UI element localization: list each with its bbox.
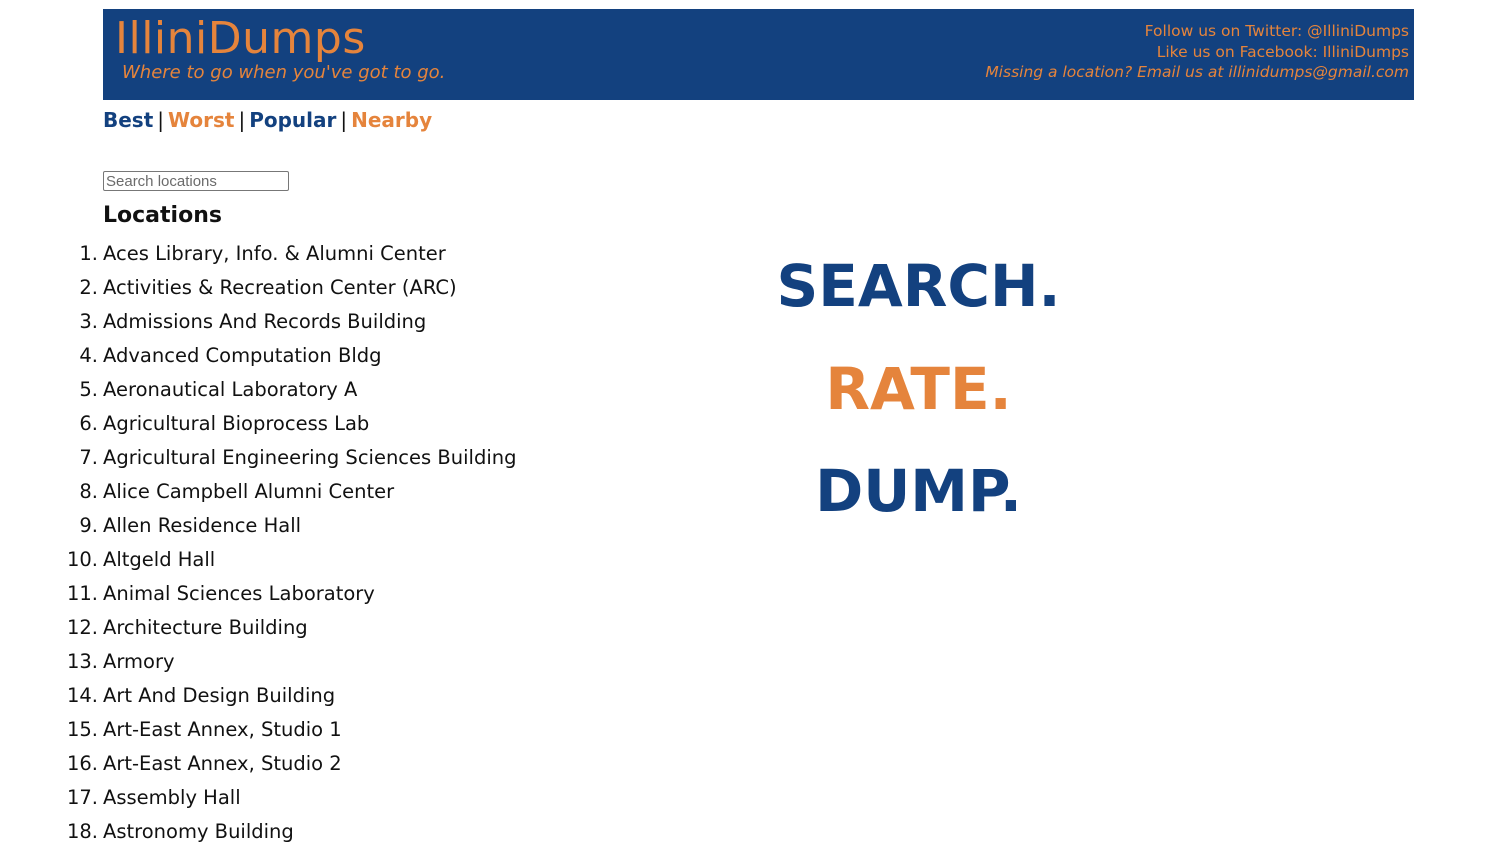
location-number: 7. [79, 446, 98, 469]
location-number: 11. [66, 582, 98, 605]
nav-best-link[interactable]: Best [103, 108, 154, 132]
twitter-link[interactable]: Follow us on Twitter: @IlliniDumps [1144, 22, 1409, 40]
location-item[interactable] [60, 545, 517, 579]
location-number: 12. [66, 616, 98, 639]
site-logo[interactable]: IlliniDumps [115, 13, 366, 64]
locations-heading: Locations [103, 203, 222, 228]
location-number: 17. [66, 786, 98, 809]
location-link[interactable]: Altgeld Hall [103, 548, 216, 571]
location-link[interactable]: Assembly Hall [103, 786, 241, 809]
location-number: 2. [79, 276, 98, 299]
location-item[interactable] [60, 715, 517, 749]
location-link[interactable]: Activities & Recreation Center (ARC) [103, 276, 457, 299]
location-number: 4. [79, 344, 98, 367]
nav-separator: | [157, 108, 165, 132]
location-number: 8. [79, 480, 98, 503]
location-number: 5. [79, 378, 98, 401]
social-links [985, 21, 1409, 83]
email-link[interactable]: Missing a location? Email us at illinidumps@gmail.com [985, 63, 1409, 81]
location-item[interactable] [60, 817, 517, 851]
slogan-search: SEARCH. [776, 252, 1061, 320]
location-link[interactable]: Armory [103, 650, 175, 673]
location-link[interactable]: Advanced Computation Bldg [103, 344, 382, 367]
search-input[interactable] [103, 171, 289, 191]
location-number: 9. [79, 514, 98, 537]
location-number: 1. [79, 242, 98, 265]
location-item[interactable] [60, 375, 517, 409]
location-item[interactable] [60, 477, 517, 511]
slogan-dump: DUMP. [815, 457, 1022, 525]
location-link[interactable]: Aeronautical Laboratory A [103, 378, 358, 401]
main-nav [103, 108, 432, 132]
location-item[interactable] [60, 511, 517, 545]
location-item[interactable] [60, 443, 517, 477]
location-link[interactable]: Alice Campbell Alumni Center [103, 480, 395, 503]
location-item[interactable] [60, 783, 517, 817]
location-number: 6. [79, 412, 98, 435]
location-item[interactable] [60, 307, 517, 341]
location-item[interactable] [60, 647, 517, 681]
location-number: 10. [66, 548, 98, 571]
location-number: 14. [66, 684, 98, 707]
nav-separator: | [238, 108, 246, 132]
nav-nearby-link[interactable]: Nearby [351, 108, 433, 132]
location-number: 16. [66, 752, 98, 775]
location-link[interactable]: Architecture Building [103, 616, 308, 639]
location-item[interactable] [60, 273, 517, 307]
nav-separator: | [340, 108, 348, 132]
location-item[interactable] [60, 239, 517, 273]
nav-worst-link[interactable]: Worst [168, 108, 235, 132]
location-number: 3. [79, 310, 98, 333]
location-item[interactable] [60, 341, 517, 375]
slogan-rate: RATE. [825, 355, 1012, 423]
location-number: 13. [66, 650, 98, 673]
location-item[interactable] [60, 749, 517, 783]
location-link[interactable]: Astronomy Building [103, 820, 294, 843]
location-item[interactable] [60, 681, 517, 715]
location-link[interactable]: Agricultural Engineering Sciences Building [103, 446, 517, 469]
location-number: 18. [66, 820, 98, 843]
location-item[interactable] [60, 613, 517, 647]
nav-popular-link[interactable]: Popular [249, 108, 337, 132]
location-link[interactable]: Art And Design Building [103, 684, 336, 707]
location-link[interactable]: Admissions And Records Building [103, 310, 427, 333]
location-link[interactable]: Art-East Annex, Studio 1 [103, 718, 342, 741]
location-link[interactable]: Animal Sciences Laboratory [103, 582, 375, 605]
facebook-link[interactable]: Like us on Facebook: IlliniDumps [1156, 42, 1409, 61]
location-link[interactable]: Agricultural Bioprocess Lab [103, 412, 370, 435]
location-link[interactable]: Art-East Annex, Studio 2 [103, 752, 342, 775]
location-number: 15. [66, 718, 98, 741]
site-tagline: Where to go when you've got to go. [122, 62, 446, 83]
location-item[interactable] [60, 579, 517, 613]
locations-list [60, 239, 517, 851]
location-item[interactable] [60, 409, 517, 443]
location-link[interactable]: Aces Library, Info. & Alumni Center [103, 242, 446, 265]
location-link[interactable]: Allen Residence Hall [103, 514, 302, 537]
site-header [103, 9, 1414, 100]
